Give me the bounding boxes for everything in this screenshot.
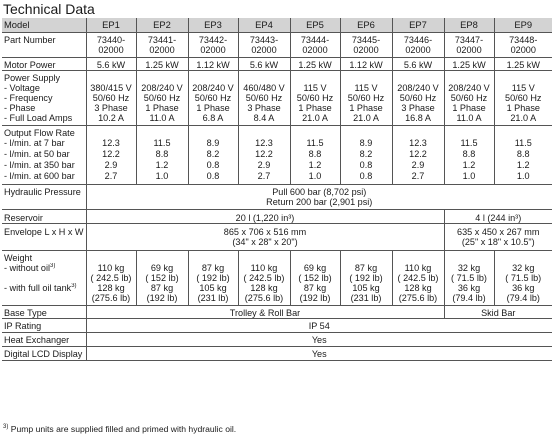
hydraulic-pressure-line2: Return 200 bar (2,901 psi) <box>266 196 373 207</box>
envelope-right-cell <box>444 223 552 250</box>
weight-full-kg-cell: 87 kg <box>290 283 340 293</box>
part-number-line2: 02000 <box>200 45 226 55</box>
envelope-label: Envelope L x H x W <box>2 223 86 250</box>
model-header-cell: EP6 <box>340 18 392 33</box>
flow-600bar-cell: 0.8 <box>188 171 238 184</box>
phase-cell: 3 Phase <box>86 103 136 113</box>
empty-cell <box>340 250 392 263</box>
table-row <box>2 71 552 84</box>
model-header-label: Model <box>2 18 86 33</box>
weight-no-oil-lb-cell: ( 71.5 lb) <box>494 273 552 283</box>
table-row <box>2 33 552 58</box>
weight-no-oil-kg-cell: 110 kg <box>392 263 444 273</box>
spacer-label <box>2 293 86 306</box>
weight-full-lb-cell: (275.6 lb) <box>238 293 290 306</box>
flow-600bar-cell: 2.7 <box>392 171 444 184</box>
model-header-cell: EP2 <box>136 18 188 33</box>
empty-cell <box>86 71 136 84</box>
model-header-cell: EP9 <box>494 18 552 33</box>
empty-cell <box>494 71 552 84</box>
part-number-cell <box>444 33 494 58</box>
part-number-line2: 02000 <box>302 45 328 55</box>
heat-exchanger-cell: Yes <box>86 333 552 347</box>
empty-cell <box>340 125 392 138</box>
table-row <box>2 184 552 209</box>
weight-full-lb-cell: (192 lb) <box>290 293 340 306</box>
weight-full-lb-cell: (79.4 lb) <box>444 293 494 306</box>
part-number-line2: 02000 <box>353 45 379 55</box>
weight-no-oil-lb-cell: ( 152 lb) <box>136 273 188 283</box>
footnote-ref: 3) <box>50 262 56 269</box>
part-number-line1: 73441- <box>147 35 177 45</box>
empty-cell <box>238 250 290 263</box>
table-row <box>2 103 552 113</box>
phase-cell: 1 Phase <box>290 103 340 113</box>
amps-cell: 21.0 A <box>494 113 552 125</box>
table-row <box>2 58 552 71</box>
voltage-cell: 208/240 V <box>136 83 188 93</box>
frequency-cell: 50/60 Hz <box>340 93 392 103</box>
amps-cell: 16.8 A <box>392 113 444 125</box>
flow-350bar-cell: 2.9 <box>238 160 290 171</box>
base-type-label: Base Type <box>2 306 86 319</box>
flow-600bar-label: - l/min. at 600 bar <box>2 171 86 184</box>
flow-50bar-label: - l/min. at 50 bar <box>2 149 86 160</box>
part-number-cell <box>392 33 444 58</box>
part-number-cell <box>86 33 136 58</box>
weight-full-kg-cell: 105 kg <box>340 283 392 293</box>
reservoir-right-cell: 4 l (244 in³) <box>444 209 552 223</box>
weight-full-oil-label <box>2 283 86 293</box>
empty-cell <box>444 71 494 84</box>
flow-50bar-cell: 8.8 <box>444 149 494 160</box>
reservoir-label: Reservoir <box>2 209 86 223</box>
motor-power-cell: 1.12 kW <box>188 58 238 71</box>
empty-cell <box>444 125 494 138</box>
part-number-line1: 73445- <box>351 35 381 45</box>
heat-exchanger-label: Heat Exchanger <box>2 333 86 347</box>
phase-cell: 1 Phase <box>494 103 552 113</box>
empty-cell <box>444 250 494 263</box>
frequency-cell: 50/60 Hz <box>494 93 552 103</box>
empty-cell <box>188 71 238 84</box>
flow-7bar-cell: 11.5 <box>290 138 340 149</box>
phase-cell: 3 Phase <box>238 103 290 113</box>
motor-power-cell: 1.25 kW <box>444 58 494 71</box>
footnote-text: Pump units are supplied filled and primed with hydraulic oil. <box>10 424 237 434</box>
weight-no-oil-kg-cell: 32 kg <box>444 263 494 273</box>
flow-7bar-cell: 11.5 <box>494 138 552 149</box>
flow-7bar-cell: 8.9 <box>340 138 392 149</box>
flow-7bar-cell: 8.9 <box>188 138 238 149</box>
empty-cell <box>136 71 188 84</box>
flow-350bar-cell: 1.2 <box>494 160 552 171</box>
flow-600bar-cell: 0.8 <box>340 171 392 184</box>
motor-power-cell: 5.6 kW <box>86 58 136 71</box>
flow-7bar-label: - l/min. at 7 bar <box>2 138 86 149</box>
empty-cell <box>290 250 340 263</box>
part-number-line2: 02000 <box>456 45 482 55</box>
weight-no-oil-kg-cell: 32 kg <box>494 263 552 273</box>
empty-cell <box>86 125 136 138</box>
part-number-cell <box>238 33 290 58</box>
frequency-cell: 50/60 Hz <box>136 93 188 103</box>
part-number-line1: 73444- <box>300 35 330 45</box>
weight-full-kg-cell: 36 kg <box>494 283 552 293</box>
table-row <box>2 293 552 306</box>
flow-7bar-cell: 12.3 <box>392 138 444 149</box>
weight-full-oil-label-text: - with full oil tank <box>4 282 72 293</box>
flow-350bar-cell: 0.8 <box>340 160 392 171</box>
weight-full-lb-cell: (231 lb) <box>340 293 392 306</box>
weight-no-oil-kg-cell: 69 kg <box>136 263 188 273</box>
frequency-cell: 50/60 Hz <box>444 93 494 103</box>
weight-no-oil-label-text: - without oil <box>4 262 50 273</box>
weight-no-oil-lb-cell: ( 242.5 lb) <box>238 273 290 283</box>
amps-cell: 21.0 A <box>290 113 340 125</box>
weight-full-lb-cell: (275.6 lb) <box>86 293 136 306</box>
part-number-cell <box>494 33 552 58</box>
empty-cell <box>290 71 340 84</box>
table-row <box>2 125 552 138</box>
empty-cell <box>238 125 290 138</box>
frequency-cell: 50/60 Hz <box>86 93 136 103</box>
flow-350bar-label: - l/min. at 350 bar <box>2 160 86 171</box>
table-row <box>2 18 552 33</box>
empty-cell <box>392 125 444 138</box>
model-header-cell: EP5 <box>290 18 340 33</box>
table-row <box>2 283 552 293</box>
weight-no-oil-lb-cell: ( 242.5 lb) <box>392 273 444 283</box>
table-row <box>2 160 552 171</box>
part-number-cell <box>188 33 238 58</box>
flow-600bar-cell: 1.0 <box>444 171 494 184</box>
part-number-line2: 02000 <box>251 45 277 55</box>
flow-350bar-cell: 1.2 <box>444 160 494 171</box>
motor-power-cell: 1.25 kW <box>494 58 552 71</box>
table-row <box>2 263 552 273</box>
weight-full-lb-cell: (231 lb) <box>188 293 238 306</box>
weight-label: Weight <box>2 250 86 263</box>
empty-cell <box>340 71 392 84</box>
empty-cell <box>136 250 188 263</box>
motor-power-cell: 1.25 kW <box>290 58 340 71</box>
weight-no-oil-lb-cell: ( 192 lb) <box>340 273 392 283</box>
base-type-right-cell: Skid Bar <box>444 306 552 319</box>
amps-cell: 6.8 A <box>188 113 238 125</box>
part-number-line2: 02000 <box>510 45 536 55</box>
model-header-cell: EP3 <box>188 18 238 33</box>
weight-no-oil-kg-cell: 87 kg <box>188 263 238 273</box>
part-number-line1: 73442- <box>198 35 228 45</box>
table-row <box>2 209 552 223</box>
voltage-label: - Voltage <box>2 83 86 93</box>
flow-7bar-cell: 11.5 <box>136 138 188 149</box>
part-number-line2: 02000 <box>405 45 431 55</box>
empty-cell <box>238 71 290 84</box>
weight-full-kg-cell: 87 kg <box>136 283 188 293</box>
weight-full-lb-cell: (79.4 lb) <box>494 293 552 306</box>
flow-350bar-cell: 2.9 <box>392 160 444 171</box>
flow-7bar-cell: 12.3 <box>238 138 290 149</box>
voltage-cell: 115 V <box>494 83 552 93</box>
envelope-left-line1: 865 x 706 x 516 mm <box>223 226 307 237</box>
flow-50bar-cell: 12.2 <box>392 149 444 160</box>
envelope-left-line2: (34" x 28" x 20") <box>232 236 298 247</box>
flow-7bar-cell: 11.5 <box>444 138 494 149</box>
part-number-line1: 73448- <box>509 35 538 45</box>
lcd-display-cell: Yes <box>86 347 552 361</box>
empty-cell <box>136 125 188 138</box>
table-row <box>2 138 552 149</box>
weight-no-oil-kg-cell: 110 kg <box>86 263 136 273</box>
part-number-line1: 73446- <box>403 35 433 45</box>
hydraulic-pressure-cell <box>86 184 552 209</box>
part-number-line1: 73440- <box>96 35 126 45</box>
flow-600bar-cell: 2.7 <box>86 171 136 184</box>
weight-no-oil-lb-cell: ( 71.5 lb) <box>444 273 494 283</box>
power-supply-label: Power Supply <box>2 71 86 84</box>
voltage-cell: 208/240 V <box>392 83 444 93</box>
footnote <box>3 424 236 434</box>
flow-label: Output Flow Rate <box>2 125 86 138</box>
motor-power-cell: 1.12 kW <box>340 58 392 71</box>
amps-cell: 21.0 A <box>340 113 392 125</box>
table-row <box>2 250 552 263</box>
flow-350bar-cell: 2.9 <box>86 160 136 171</box>
flow-50bar-cell: 8.8 <box>494 149 552 160</box>
amps-label: - Full Load Amps <box>2 113 86 125</box>
footnote-mark: 3) <box>3 424 9 431</box>
voltage-cell: 208/240 V <box>188 83 238 93</box>
base-type-left-cell: Trolley & Roll Bar <box>86 306 444 319</box>
flow-50bar-cell: 12.2 <box>86 149 136 160</box>
envelope-right-line2: (25" x 18" x 10.5") <box>461 236 535 247</box>
phase-label: - Phase <box>2 103 86 113</box>
weight-no-oil-kg-cell: 110 kg <box>238 263 290 273</box>
empty-cell <box>494 125 552 138</box>
voltage-cell: 115 V <box>290 83 340 93</box>
flow-350bar-cell: 1.2 <box>290 160 340 171</box>
motor-power-cell: 5.6 kW <box>392 58 444 71</box>
weight-full-lb-cell: (192 lb) <box>136 293 188 306</box>
envelope-right-line1: 635 x 450 x 267 mm <box>457 226 540 237</box>
empty-cell <box>392 250 444 263</box>
phase-cell: 1 Phase <box>136 103 188 113</box>
motor-power-cell: 1.25 kW <box>136 58 188 71</box>
part-number-line2: 02000 <box>149 45 175 55</box>
part-number-line2: 02000 <box>98 45 124 55</box>
motor-power-label: Motor Power <box>2 58 86 71</box>
table-row <box>2 149 552 160</box>
footnote-ref: 3) <box>71 282 77 289</box>
reservoir-left-cell: 20 l (1,220 in³) <box>86 209 444 223</box>
hydraulic-pressure-line1: Pull 600 bar (8,702 psi) <box>272 186 367 197</box>
phase-cell: 1 Phase <box>188 103 238 113</box>
flow-350bar-cell: 0.8 <box>188 160 238 171</box>
flow-50bar-cell: 8.2 <box>340 149 392 160</box>
empty-cell <box>86 250 136 263</box>
weight-full-kg-cell: 128 kg <box>86 283 136 293</box>
part-number-cell <box>340 33 392 58</box>
weight-full-lb-cell: (275.6 lb) <box>392 293 444 306</box>
amps-cell: 11.0 A <box>136 113 188 125</box>
voltage-cell: 380/415 V <box>86 83 136 93</box>
part-number-label: Part Number <box>2 33 86 58</box>
phase-cell: 1 Phase <box>340 103 392 113</box>
voltage-cell: 208/240 V <box>444 83 494 93</box>
lcd-display-label: Digital LCD Display <box>2 347 86 361</box>
flow-7bar-cell: 12.3 <box>86 138 136 149</box>
flow-600bar-cell: 1.0 <box>290 171 340 184</box>
amps-cell: 11.0 A <box>444 113 494 125</box>
spacer-label <box>2 273 86 283</box>
table-row <box>2 347 552 361</box>
amps-cell: 8.4 A <box>238 113 290 125</box>
flow-350bar-cell: 1.2 <box>136 160 188 171</box>
technical-data-table <box>2 18 552 361</box>
flow-50bar-cell: 8.8 <box>290 149 340 160</box>
table-row <box>2 319 552 333</box>
flow-600bar-cell: 1.0 <box>494 171 552 184</box>
weight-full-kg-cell: 128 kg <box>238 283 290 293</box>
frequency-cell: 50/60 Hz <box>392 93 444 103</box>
voltage-cell: 115 V <box>340 83 392 93</box>
page-title: Technical Data <box>3 1 95 17</box>
hydraulic-pressure-label: Hydraulic Pressure <box>2 184 86 209</box>
frequency-cell: 50/60 Hz <box>238 93 290 103</box>
part-number-line1: 73447- <box>454 35 484 45</box>
table-row <box>2 223 552 250</box>
empty-cell <box>392 71 444 84</box>
weight-no-oil-kg-cell: 87 kg <box>340 263 392 273</box>
part-number-cell <box>290 33 340 58</box>
motor-power-cell: 5.6 kW <box>238 58 290 71</box>
empty-cell <box>290 125 340 138</box>
flow-50bar-cell: 12.2 <box>238 149 290 160</box>
weight-no-oil-lb-cell: ( 192 lb) <box>188 273 238 283</box>
flow-600bar-cell: 2.7 <box>238 171 290 184</box>
phase-cell: 1 Phase <box>444 103 494 113</box>
phase-cell: 3 Phase <box>392 103 444 113</box>
empty-cell <box>188 125 238 138</box>
table-row <box>2 83 552 93</box>
model-header-cell: EP4 <box>238 18 290 33</box>
weight-no-oil-lb-cell: ( 242.5 lb) <box>86 273 136 283</box>
voltage-cell: 460/480 V <box>238 83 290 93</box>
flow-600bar-cell: 1.0 <box>136 171 188 184</box>
table-row <box>2 306 552 319</box>
ip-rating-label: IP Rating <box>2 319 86 333</box>
ip-rating-cell: IP 54 <box>86 319 552 333</box>
table-row <box>2 273 552 283</box>
table-row <box>2 93 552 103</box>
weight-no-oil-kg-cell: 69 kg <box>290 263 340 273</box>
empty-cell <box>188 250 238 263</box>
model-header-cell: EP8 <box>444 18 494 33</box>
weight-no-oil-lb-cell: ( 152 lb) <box>290 273 340 283</box>
frequency-label: - Frequency <box>2 93 86 103</box>
frequency-cell: 50/60 Hz <box>188 93 238 103</box>
amps-cell: 10.2 A <box>86 113 136 125</box>
weight-full-kg-cell: 105 kg <box>188 283 238 293</box>
frequency-cell: 50/60 Hz <box>290 93 340 103</box>
weight-full-kg-cell: 36 kg <box>444 283 494 293</box>
table-row <box>2 113 552 125</box>
part-number-cell <box>136 33 188 58</box>
table-row <box>2 333 552 347</box>
flow-50bar-cell: 8.2 <box>188 149 238 160</box>
empty-cell <box>494 250 552 263</box>
weight-full-kg-cell: 128 kg <box>392 283 444 293</box>
model-header-cell: EP7 <box>392 18 444 33</box>
flow-50bar-cell: 8.8 <box>136 149 188 160</box>
envelope-left-cell <box>86 223 444 250</box>
table-row <box>2 171 552 184</box>
model-header-cell: EP1 <box>86 18 136 33</box>
part-number-line1: 73443- <box>249 35 279 45</box>
weight-no-oil-label <box>2 263 86 273</box>
